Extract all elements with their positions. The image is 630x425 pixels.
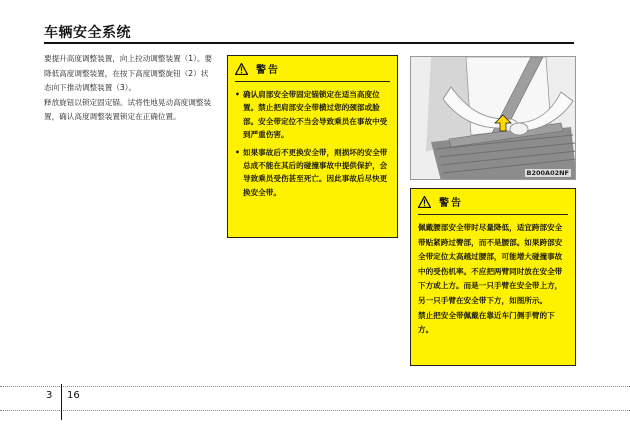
footer-divider (61, 384, 62, 420)
footer-dotted-line (0, 386, 630, 387)
warning-title: 警告 (439, 198, 463, 209)
body-text (44, 52, 214, 125)
warning-paragraph-1: 佩戴腰部安全带时尽量降低，适宜跨部安全带贴紧跨过臀部，而不是腰部。如果跨部安全带定位太高越过腰部，可能增大碰撞事故中的受伤机率。不应把两臂同时放在安全带下方或上方。而是一只手臂在安全带上方，另一只手臂在安全带下方，如图所示。 (418, 223, 563, 305)
warning-triangle-icon (418, 196, 431, 208)
warning-item: • 确认肩部安全带固定锚锁定在适当高度位置。禁止把肩部安全带横过您的颈部或脸部。安全带定位不当会导致乘员在事故中受到严重伤害。 (235, 88, 390, 142)
warning-paragraph-2: 禁止把安全带佩戴在靠近车门侧手臂的下方。 (418, 310, 555, 335)
header-rule (44, 42, 574, 44)
page-title: 车辆安全系统 (44, 25, 131, 41)
seatbelt-figure (410, 56, 576, 180)
warning-divider (418, 214, 568, 215)
warning-list (235, 88, 390, 199)
page-number: 16 (67, 390, 80, 401)
warning-title: 警告 (256, 65, 280, 76)
warning-box-2 (410, 188, 576, 366)
figure-code: B200A02NF (526, 169, 569, 177)
warning-item: • 如果事故后不更换安全带，则损坏的安全带总成不能在其后的碰撞事故中提供保护，会导致乘员受伤甚至死亡。因此事故后尽快更换安全带。 (235, 146, 390, 200)
chapter-number: 3 (46, 390, 53, 401)
body-paragraph-2: 释放旋钮以锁定固定锚。试将性地晃动高度调整装置，确认高度调整装置锁定在正确位置。 (44, 97, 212, 122)
warning-header (235, 61, 390, 76)
warning-box-1 (227, 55, 398, 238)
warning-triangle-icon (235, 63, 248, 75)
warning-header (418, 194, 568, 209)
footer-dotted-line-2 (0, 410, 630, 411)
warning-divider (235, 81, 390, 82)
body-paragraph-1: 要提升高度调整装置，向上拉动调整装置（1）。要降低高度调整装置，在按下高度调整旋钮（2）状态向下推动调整装置（3）。 (44, 54, 213, 93)
seatbelt-illustration-icon (411, 57, 576, 180)
